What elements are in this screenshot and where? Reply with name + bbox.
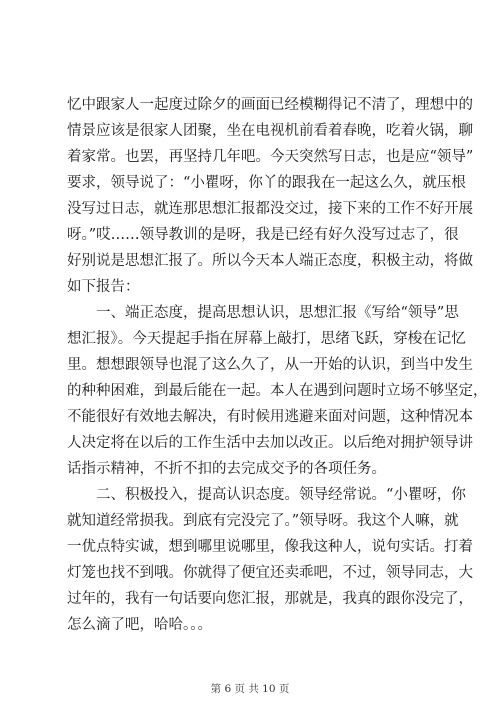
text-line: 里。想想跟领导也混了这么久了，从一开始的认识，到当中发生 — [67, 357, 473, 373]
text-line: 情景应该是很家人团聚，坐在电视机前看着春晚，吃着火锅，聊 — [67, 123, 473, 139]
text-line: 过年的，我有一句话要向您汇报，那就是，我真的跟你没完了， — [67, 591, 473, 607]
paragraph-heading-line: 二、积极投入，提高认识态度。领导经常说。“小瞿呀，你 — [96, 487, 466, 503]
text-line: 人决定将在以后的工作生活中去加以改正。以后绝对拥护领导讲 — [67, 435, 473, 451]
text-line: 想汇报》。今天提起手指在屏幕上敲打，思绪飞跃，穿梭在记忆 — [67, 331, 466, 347]
text-line: 呀。”哎……领导教训的是呀，我是已经有好久没写过志了，很 — [67, 227, 459, 243]
text-line: 灯笼也找不到哦。你就得了便宜还卖乖吧，不过，领导同志，大 — [67, 565, 473, 581]
text-line: 的种种困难，到最后能在一起。本人在遇到问题时立场不够坚定， — [67, 383, 488, 399]
text-line: 不能很好有效地去解决，有时候用逃避来面对问题，这种情况本 — [67, 409, 473, 425]
paragraph-heading-line: 一、端正态度，提高思想认识，思想汇报《写给“领导”思 — [96, 305, 459, 321]
page-number-footer: 第 6 页 共 10 页 — [210, 683, 290, 695]
text-line: 就知道经常损我。到底有完没完了。”领导呀。我这个人嘛，就 — [67, 513, 459, 529]
text-line: 没写过日志，就连那思想汇报都没交过，接下来的工作不好开展 — [67, 201, 473, 217]
text-line: 如下报告： — [67, 279, 140, 295]
text-line: 着家常。也罢，再坚持几年吧。今天突然写日志，也是应“领导” — [67, 149, 474, 165]
text-line: 一优点特实诚，想到哪里说哪里，像我这种人，说句实话。打着 — [67, 539, 473, 555]
text-line: 要求，领导说了：“小瞿呀，你丫的跟我在一起这么久，就压根 — [67, 175, 466, 191]
text-line: 话指示精神，不折不扣的去完成交予的各项任务。 — [67, 461, 386, 477]
document-body — [67, 92, 488, 638]
text-line: 忆中跟家人一起度过除夕的画面已经模糊得记不清了，理想中的 — [67, 97, 473, 113]
text-line: 好别说是思想汇报了。所以今天本人端正态度，积极主动，将做 — [67, 253, 473, 269]
text-line: 怎么滴了吧，哈哈。。。 — [67, 617, 212, 633]
